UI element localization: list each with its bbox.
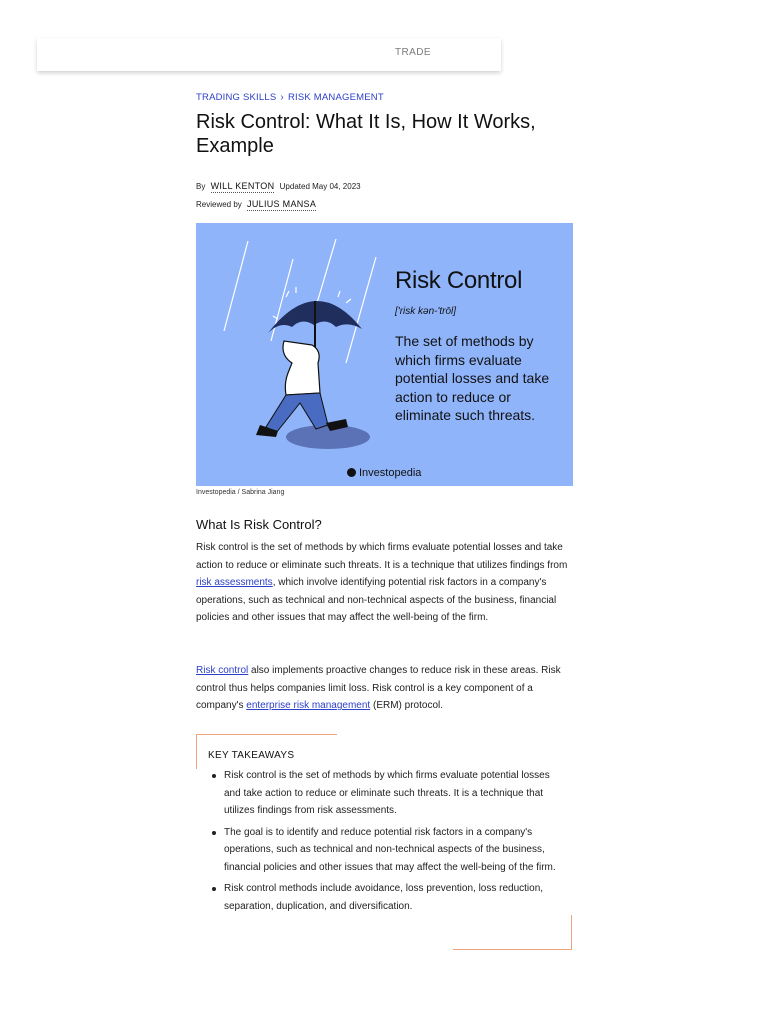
list-item — [208, 767, 558, 820]
nav-dropdown-card — [37, 38, 501, 71]
key-takeaways-label: KEY TAKEAWAYS — [208, 750, 295, 761]
nav-item-trade[interactable]: TRADE — [395, 47, 431, 58]
image-caption: Investopedia / Sabrina Jiang — [196, 489, 285, 496]
paragraph-text: (ERM) protocol. — [370, 700, 444, 711]
brand-logo — [347, 467, 421, 479]
chevron-right-icon: › — [280, 92, 284, 103]
by-label: By — [196, 182, 206, 191]
rain-line — [346, 257, 376, 363]
list-item — [208, 824, 558, 877]
rain-line — [271, 259, 293, 341]
breadcrumb-item-trading-skills[interactable]: TRADING SKILLS — [196, 92, 277, 103]
hero-title: Risk Control — [395, 267, 523, 294]
bullet-icon — [212, 831, 216, 835]
person-body — [283, 341, 320, 395]
reviewer-byline — [196, 199, 319, 209]
risk-assessments-link[interactable]: risk assessments — [196, 577, 273, 588]
bullet-icon — [212, 774, 216, 778]
reviewer-link[interactable]: JULIUS MANSA — [247, 199, 317, 209]
hero-definition: The set of methods by which firms evaluate potential losses and take action to reduce or eliminate such threats. — [395, 333, 550, 423]
enterprise-risk-management-link[interactable]: enterprise risk management — [246, 700, 371, 711]
list-item-text: Risk control is the set of methods by which firms evaluate potential losses and take action to reduce or eliminate such threats. It is a technique that utilizes findings from risk assessments. — [224, 770, 550, 816]
author-byline — [196, 181, 361, 191]
key-takeaways-list — [208, 767, 558, 919]
rain-line — [224, 241, 248, 331]
author-link[interactable]: WILL KENTON — [210, 181, 275, 191]
section-heading: What Is Risk Control? — [196, 517, 322, 532]
paragraph-erm — [196, 662, 572, 715]
bullet-icon — [212, 887, 216, 891]
investopedia-logo-icon — [347, 468, 356, 477]
key-takeaways-box — [196, 734, 574, 952]
page-title: Risk Control: What It Is, How It Works, Example — [196, 111, 536, 157]
person-legs — [266, 393, 328, 433]
box-corner-bottom-right — [453, 915, 572, 950]
paragraph-intro — [196, 539, 572, 627]
risk-control-link[interactable]: Risk control — [196, 665, 249, 676]
list-item-text: The goal is to identify and reduce potential risk factors in a company's operations, such as technical and non-technical aspects of the business, financial policies and other issues that may affect the well-being of the firm. — [224, 826, 556, 873]
hero-image — [196, 223, 573, 486]
list-item-text: Risk control methods include avoidance, loss prevention, loss reduction, separation, duplication, and diversification. — [224, 883, 544, 912]
brand-name: Investopedia — [359, 467, 422, 479]
breadcrumb — [196, 92, 384, 103]
paragraph-text: Risk control is the set of methods by which firms evaluate potential losses and take action to reduce or eliminate such threats. It is a technique that utilizes findings from — [196, 542, 568, 571]
updated-date: Updated May 04, 2023 — [279, 182, 361, 191]
hero-pronunciation: ['risk kən-'trōl] — [395, 306, 457, 317]
paragraph-text: also implements proactive changes to reduce risk in these areas. Risk control thus helps companies limit loss. Risk control is a key component of a company's — [196, 665, 561, 711]
reviewed-by-label: Reviewed by — [196, 200, 242, 209]
paragraph-text: , which involve identifying potential risk factors in a company's operations, such as technical and non-technical aspects of the business, financial policies and other issues that may affect the well-being of the firm. — [196, 577, 557, 623]
list-item — [208, 880, 558, 915]
breadcrumb-item-risk-management[interactable]: RISK MANAGEMENT — [287, 92, 384, 103]
shadow-shape — [286, 425, 370, 449]
